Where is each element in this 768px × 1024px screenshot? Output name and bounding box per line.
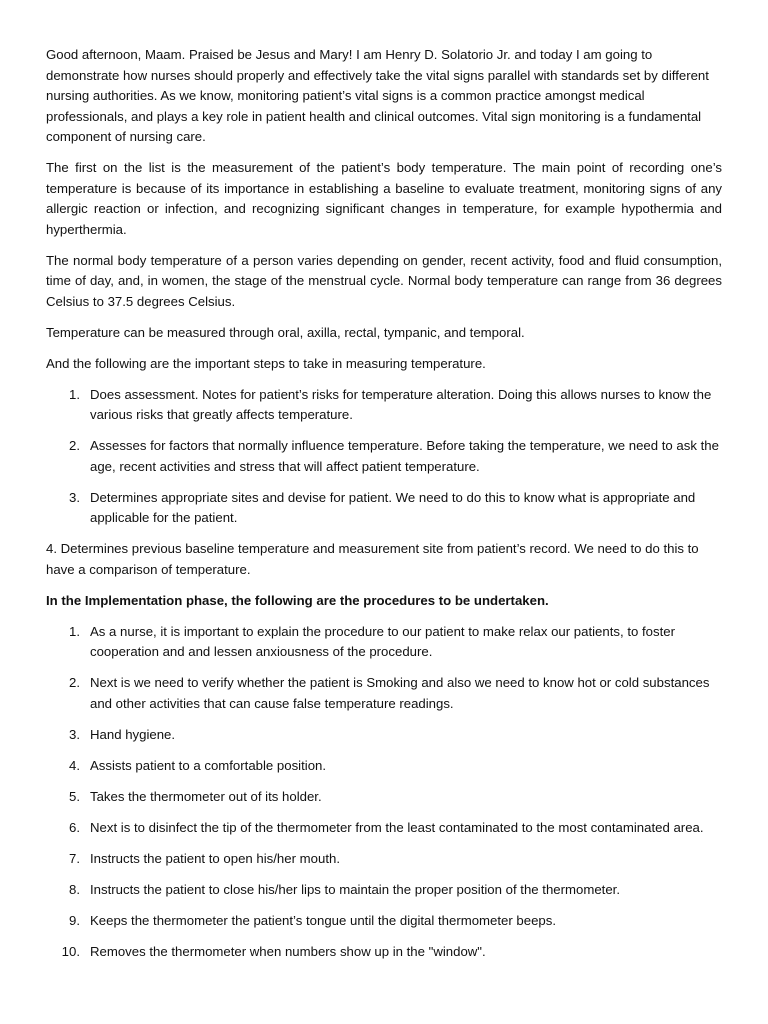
list-item-text: Next is we need to verify whether the patient is Smoking and also we need to know hot or cold substances and other activities that can cause false temperature readings. (90, 675, 710, 711)
list-item-number: 5. (69, 788, 80, 804)
list-item-number: 2. (69, 438, 80, 453)
list-item (46, 385, 722, 426)
list-item (46, 818, 722, 839)
list-item-number: 3. (69, 489, 80, 505)
list-item (46, 880, 722, 901)
list-item-number: 2. (69, 675, 80, 690)
temperature-paragraph: The first on the list is the measurement of the patient’s body temperature. The main point of recording one’s temperature is because of its importance in establishing a baseline to evaluate treatment, monitoring signs of any allergic reaction or infection, and recognizing significant changes in temperature, for example hypothermia and hyperthermia. (46, 160, 722, 237)
list-item-number: 4. (69, 757, 80, 773)
list-item (46, 911, 722, 932)
list-item-number: 3. (69, 726, 80, 742)
list-item-number: 9. (69, 912, 80, 928)
list-item (46, 622, 722, 663)
list-item-text: Determines appropriate sites and devise for patient. We need to do this to know what is appropriate and applicable for the patient. (90, 489, 696, 525)
list-item (46, 849, 722, 870)
list-item (46, 725, 722, 746)
document-body (46, 45, 722, 973)
list-item-number: 1. (69, 623, 80, 639)
list-item-text: Does assessment. Notes for patient’s risks for temperature alteration. Doing this allows nurses to know the various risks that greatly affects temperature. (90, 386, 712, 422)
list-item-number: 7. (69, 850, 80, 866)
list-item-text: Assesses for factors that normally influence temperature. Before taking the temperature, we need to ask the age, recent activities and stress that will affect patient temperature. (90, 438, 719, 474)
list-item (46, 488, 722, 529)
list-item-number: 8. (69, 881, 80, 897)
list-item (46, 756, 722, 777)
list-item-text: Keeps the thermometer the patient’s tongue until the digital thermometer beeps. (90, 912, 556, 928)
steps-intro-paragraph: And the following are the important steps to take in measuring temperature. (46, 355, 486, 371)
list-item-text: Removes the thermometer when numbers show up in the "window". (90, 943, 486, 959)
list-item-text: Instructs the patient to close his/her lips to maintain the proper position of the thermometer. (90, 881, 620, 897)
implementation-steps-list (46, 622, 722, 963)
list-item (46, 673, 722, 714)
intro-paragraph: Good afternoon, Maam. Praised be Jesus and Mary! I am Henry D. Solatorio Jr. and today I am going to demonstrate how nurses should properly and effectively take the vital signs parallel with standards set by different nursing authorities. As we know, monitoring patient’s vital signs is a common practice amongst medical professionals, and plays a key role in patient health and clinical outcomes. Vital sign monitoring is a fundamental component of nursing care. (46, 47, 709, 144)
assessment-steps-list (46, 385, 722, 529)
list-item (46, 436, 722, 477)
step-four-paragraph: 4. Determines previous baseline temperature and measurement site from patient’s record. We need to do this to have a comparison of temperature. (46, 541, 699, 577)
normal-temperature-paragraph: The normal body temperature of a person varies depending on gender, recent activity, food and fluid consumption, time of day, and, in women, the stage of the menstrual cycle. Normal body temperature can range from 36 degrees Celsius to 37.5 degrees Celsius. (46, 252, 722, 309)
list-item-text: Assists patient to a comfortable position. (90, 757, 327, 773)
list-item (46, 942, 722, 963)
implementation-heading: In the Implementation phase, the following are the procedures to be undertaken. (46, 592, 549, 608)
list-item-text: Instructs the patient to open his/her mouth. (90, 850, 340, 866)
list-item-number: 1. (69, 386, 80, 402)
list-item-number: 10. (61, 943, 80, 959)
list-item-text: As a nurse, it is important to explain the procedure to our patient to make relax our patients, to foster cooperation and and lessen anxiousness of the procedure. (90, 623, 675, 659)
list-item-text: Next is to disinfect the tip of the thermometer from the least contaminated to the most contaminated area. (90, 819, 704, 835)
list-item-number: 6. (69, 819, 80, 835)
list-item-text: Takes the thermometer out of its holder. (90, 788, 322, 804)
list-item-text: Hand hygiene. (90, 726, 176, 742)
measurement-sites-paragraph: Temperature can be measured through oral, axilla, rectal, tympanic, and temporal. (46, 324, 525, 340)
list-item (46, 787, 722, 808)
